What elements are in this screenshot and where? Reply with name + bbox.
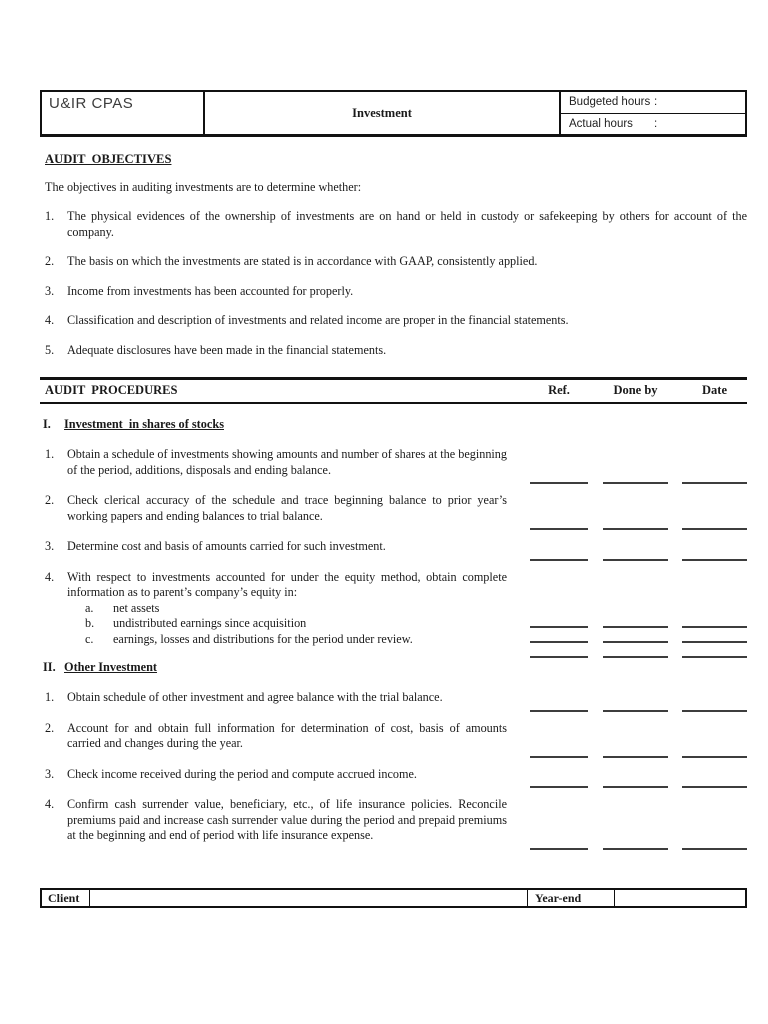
ref-fill-line bbox=[530, 641, 588, 643]
procedures-heading: AUDIT PROCEDURES bbox=[45, 383, 178, 397]
fill-lines bbox=[507, 710, 747, 712]
ref-fill-line bbox=[530, 656, 588, 658]
objective-text: Adequate disclosures have been made in the financial statements. bbox=[67, 342, 387, 357]
done-by-fill-line bbox=[603, 559, 668, 561]
procedure-text: Confirm cash surrender value, beneficiary, etc., of life insurance policies. Reconcile premiums paid and increase cash surrender value during the period and prepaid premiums at the beginning and end of period with life insurance expense. bbox=[67, 797, 507, 842]
section-number: II. bbox=[43, 660, 56, 674]
budgeted-hours-colon: : bbox=[654, 96, 658, 109]
date-fill-line bbox=[682, 559, 747, 561]
procedure-number: 4. bbox=[45, 569, 55, 584]
objective-text: Income from investments has been accounted for properly. bbox=[67, 283, 354, 298]
procedure-item bbox=[40, 797, 747, 844]
section-title-text: Investment in shares of stocks bbox=[64, 417, 224, 431]
header-table bbox=[40, 90, 747, 137]
section-title-investment-shares bbox=[40, 417, 747, 432]
objective-text: The physical evidences of the ownership of investments are on hand or held in custody or safekeeping by others for account of the company. bbox=[67, 209, 747, 239]
objective-item bbox=[40, 254, 747, 270]
procedure-text: Obtain a schedule of investments showing amounts and number of shares at the beginning of the period, additions, disposals and ending balance. bbox=[67, 447, 507, 477]
objective-text: The basis on which the investments are stated is in accordance with GAAP, consistently applied. bbox=[67, 254, 538, 268]
objective-item bbox=[40, 284, 747, 300]
procedure-subitems bbox=[40, 601, 507, 648]
ref-fill-line bbox=[530, 482, 588, 484]
subitem bbox=[40, 601, 507, 617]
section-number: I. bbox=[43, 417, 51, 431]
procedure-number: 1. bbox=[45, 690, 55, 704]
procedure-item bbox=[40, 493, 747, 524]
subitem bbox=[40, 632, 507, 648]
done-by-fill-line bbox=[603, 786, 668, 788]
procedure-text: Account for and obtain full information for determination of cost, basis of amounts carried and changes during the year. bbox=[67, 720, 507, 750]
objective-number: 5. bbox=[45, 342, 55, 357]
procedure-text: Check clerical accuracy of the schedule and trace beginning balance to prior year’s working papers and ending balances to trial balance. bbox=[67, 493, 507, 523]
procedure-item bbox=[40, 690, 747, 706]
actual-hours-colon: : bbox=[654, 117, 658, 130]
procedure-item bbox=[40, 447, 747, 478]
ref-fill-line bbox=[530, 528, 588, 530]
done-by-fill-line bbox=[603, 848, 668, 850]
subitem-text: undistributed earnings since acquisition bbox=[113, 616, 307, 630]
subitem-text: earnings, losses and distributions for the period under review. bbox=[113, 631, 413, 646]
budgeted-hours-row bbox=[561, 92, 745, 113]
fill-lines bbox=[507, 756, 747, 758]
date-fill-line bbox=[682, 848, 747, 850]
objective-item bbox=[40, 209, 747, 240]
actual-hours-row bbox=[561, 113, 745, 135]
ref-fill-line bbox=[530, 559, 588, 561]
section-title-other-investment bbox=[40, 660, 747, 675]
date-fill-line bbox=[682, 626, 747, 628]
subitem bbox=[40, 616, 507, 632]
firm-name: U&IR CPAS bbox=[42, 92, 205, 134]
fill-lines bbox=[507, 626, 747, 658]
done-by-fill-line bbox=[603, 641, 668, 643]
subitem-text: net assets bbox=[113, 600, 160, 615]
objective-number: 3. bbox=[45, 283, 55, 298]
footer-table bbox=[40, 888, 747, 908]
done-by-fill-line bbox=[603, 710, 668, 712]
objective-item bbox=[40, 343, 747, 359]
procedure-item bbox=[40, 539, 747, 555]
hours-cells bbox=[561, 92, 745, 134]
objectives-heading: AUDIT OBJECTIVES bbox=[45, 152, 172, 166]
date-fill-line bbox=[682, 482, 747, 484]
procedure-number: 3. bbox=[45, 766, 55, 781]
procedure-number: 3. bbox=[45, 539, 55, 553]
year-end-value-cell bbox=[614, 890, 745, 906]
fill-lines bbox=[507, 786, 747, 788]
year-end-label: Year-end bbox=[527, 890, 614, 906]
client-label: Client bbox=[42, 890, 90, 906]
page-content bbox=[40, 90, 747, 844]
procedure-text: Determine cost and basis of amounts carried for such investment. bbox=[67, 539, 386, 553]
procedure-item bbox=[40, 767, 747, 783]
procedure-text: Check income received during the period and compute accrued income. bbox=[67, 766, 417, 781]
subitem-letter: a. bbox=[85, 600, 94, 615]
done-by-fill-line bbox=[603, 656, 668, 658]
procedure-item bbox=[40, 570, 747, 648]
objective-number: 1. bbox=[45, 209, 55, 223]
column-header-done-by: Done by bbox=[613, 383, 658, 397]
section-title-text: Other Investment bbox=[64, 660, 158, 674]
done-by-fill-line bbox=[603, 482, 668, 484]
done-by-fill-line bbox=[603, 528, 668, 530]
form-title: Investment bbox=[205, 92, 561, 134]
date-fill-line bbox=[682, 756, 747, 758]
subitem-letter: c. bbox=[85, 631, 94, 646]
procedure-number: 1. bbox=[45, 447, 55, 461]
procedure-number: 2. bbox=[45, 720, 55, 735]
ref-fill-line bbox=[530, 786, 588, 788]
done-by-fill-line bbox=[603, 756, 668, 758]
done-by-fill-line bbox=[603, 626, 668, 628]
ref-fill-line bbox=[530, 756, 588, 758]
date-fill-line bbox=[682, 641, 747, 643]
ref-fill-line bbox=[530, 626, 588, 628]
ref-fill-line bbox=[530, 848, 588, 850]
fill-lines bbox=[507, 528, 747, 530]
procedures-header-row bbox=[40, 377, 747, 404]
objectives-intro: The objectives in auditing investments are to determine whether: bbox=[45, 180, 362, 194]
subitem-letter: b. bbox=[85, 616, 95, 630]
procedure-text: Obtain schedule of other investment and agree balance with the trial balance. bbox=[67, 690, 443, 704]
actual-hours-label: Actual hours bbox=[569, 117, 633, 130]
fill-lines bbox=[507, 848, 747, 850]
procedure-text: With respect to investments accounted for under the equity method, obtain complete information as to parent’s company’s equity in: bbox=[67, 569, 507, 599]
objective-text: Classification and description of investments and related income are proper in the financial statements. bbox=[67, 313, 569, 327]
fill-lines bbox=[507, 482, 747, 484]
objective-item bbox=[40, 313, 747, 329]
objective-number: 4. bbox=[45, 313, 55, 327]
column-header-date: Date bbox=[702, 383, 727, 397]
procedure-number: 2. bbox=[45, 493, 55, 507]
procedure-item bbox=[40, 721, 747, 752]
fill-lines bbox=[507, 559, 747, 561]
date-fill-line bbox=[682, 528, 747, 530]
procedure-number: 4. bbox=[45, 797, 55, 811]
date-fill-line bbox=[682, 656, 747, 658]
ref-fill-line bbox=[530, 710, 588, 712]
client-value-cell bbox=[90, 890, 527, 906]
date-fill-line bbox=[682, 710, 747, 712]
column-header-ref: Ref. bbox=[548, 383, 570, 397]
budgeted-hours-label: Budgeted hours bbox=[569, 96, 651, 109]
objective-number: 2. bbox=[45, 254, 55, 268]
date-fill-line bbox=[682, 786, 747, 788]
